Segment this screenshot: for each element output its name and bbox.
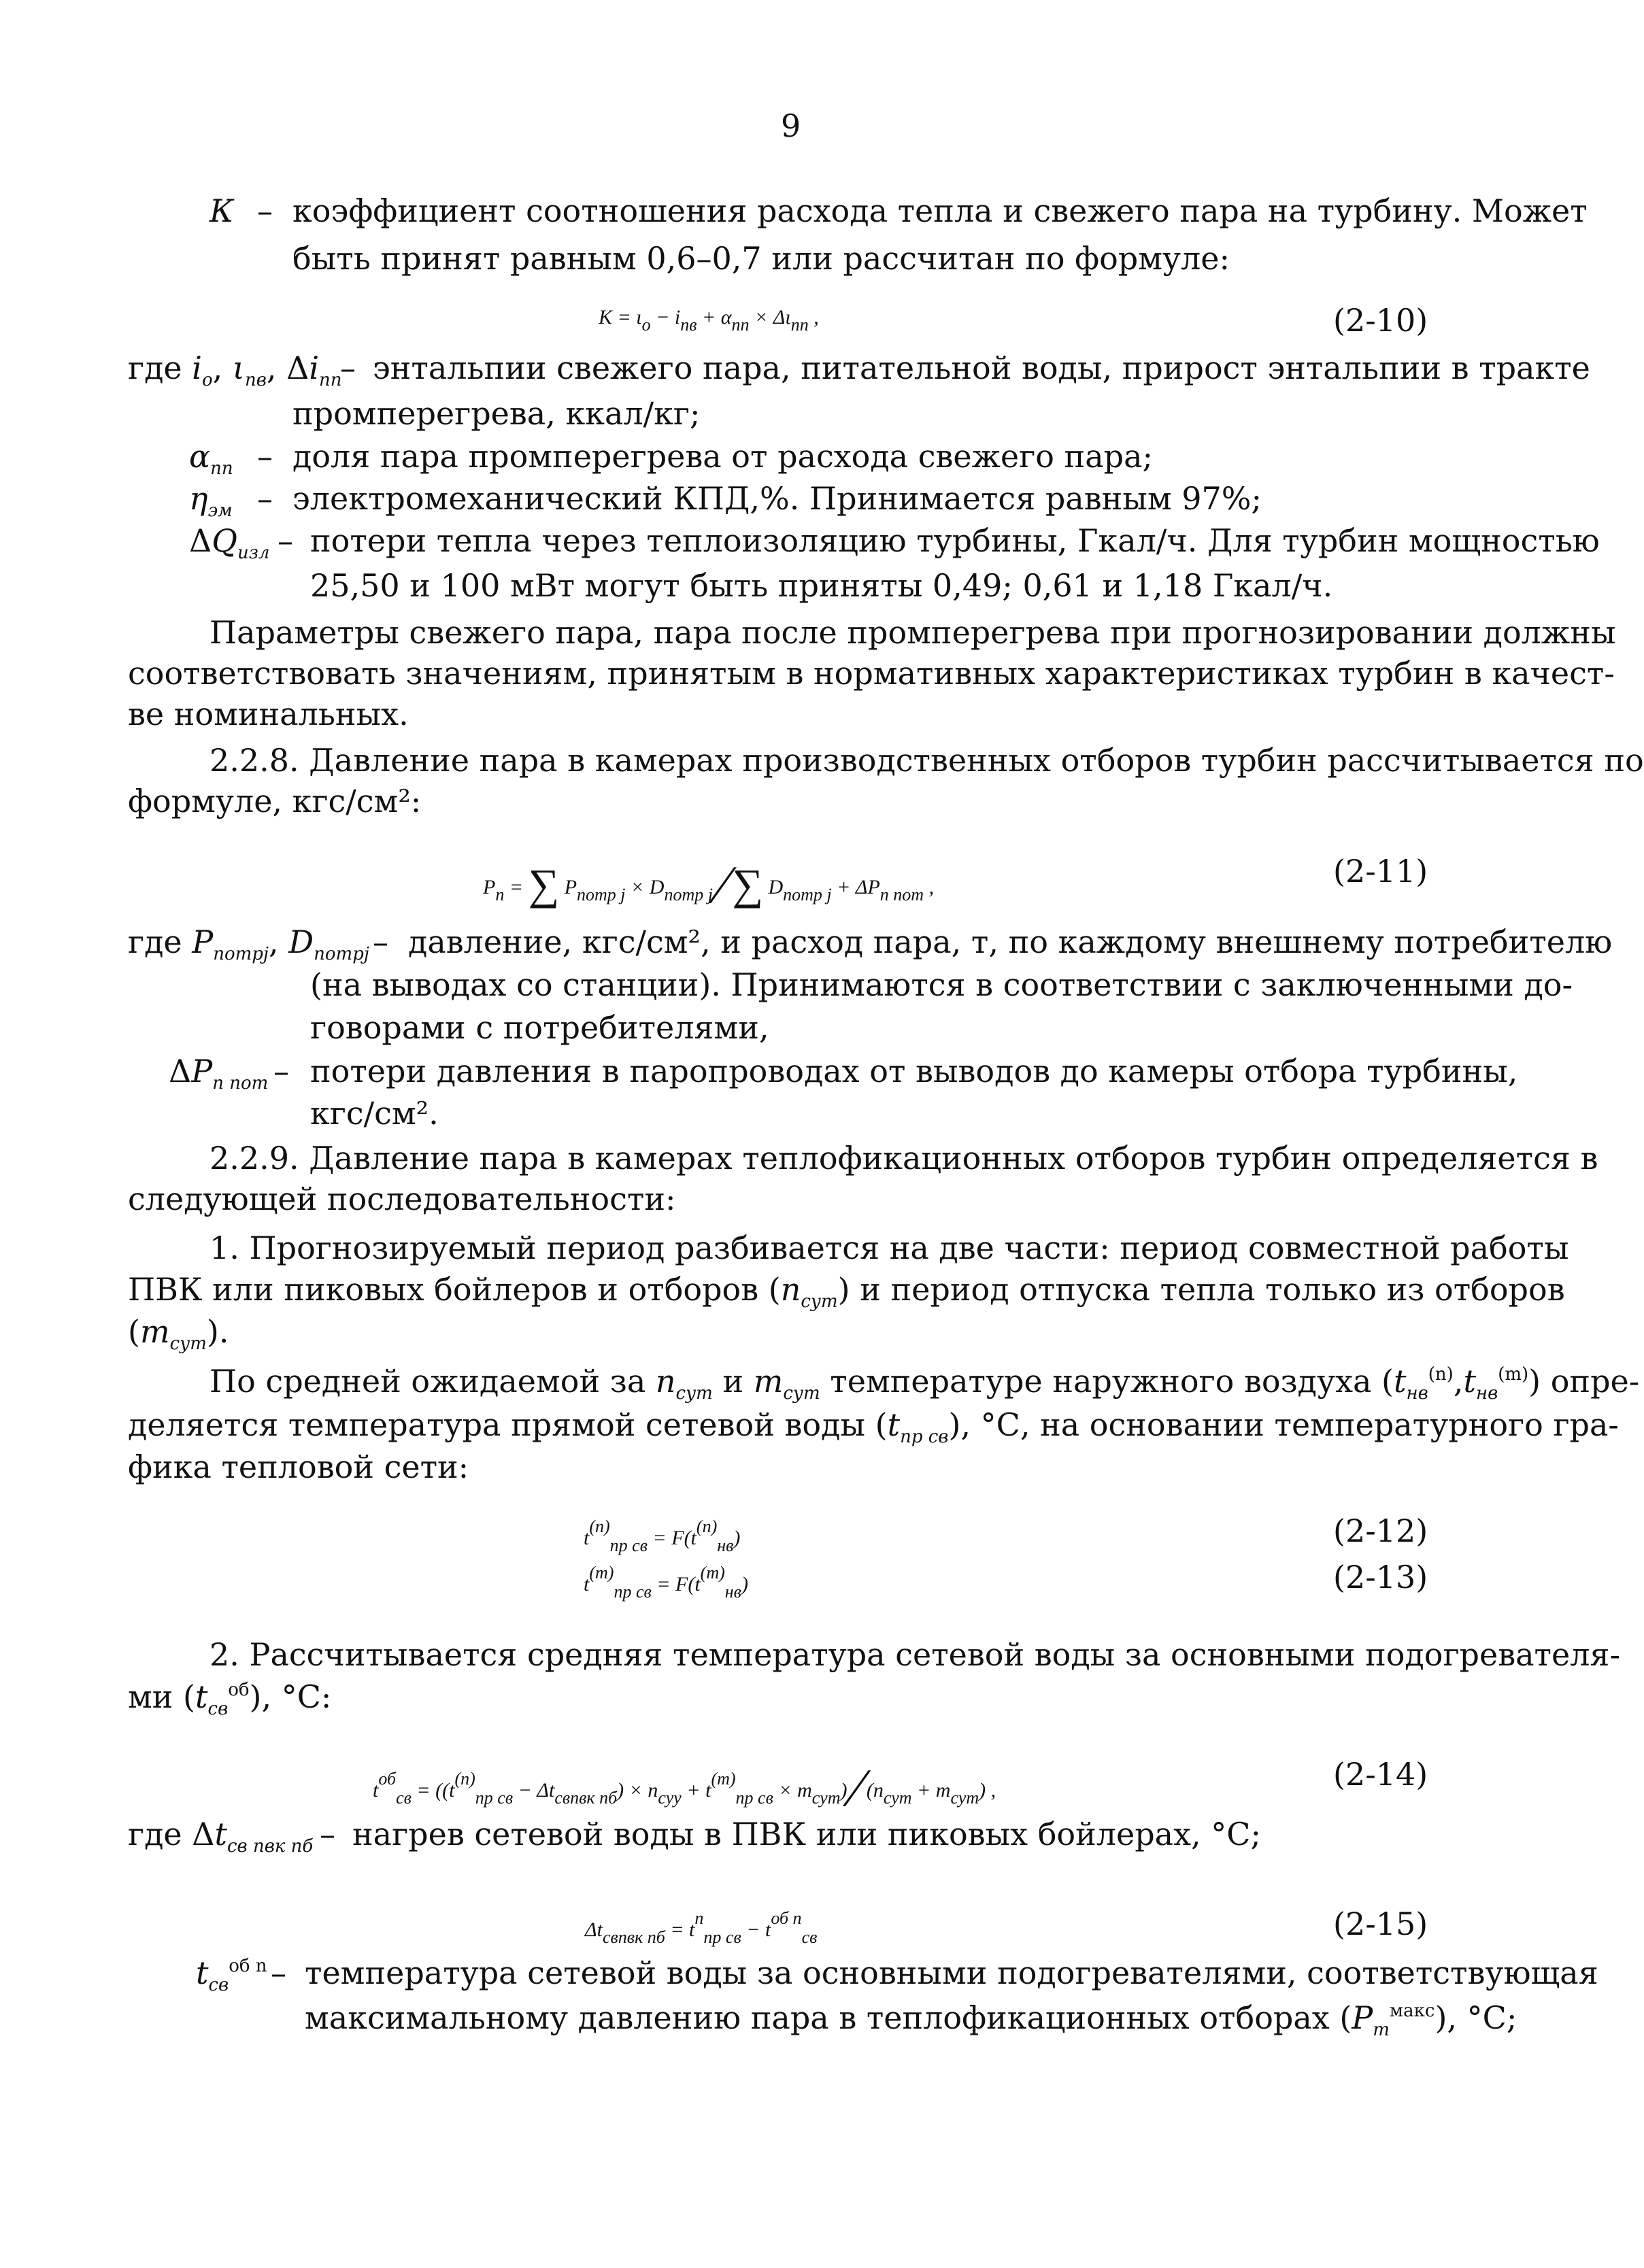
def-dq-dash: – xyxy=(278,522,293,559)
def-tsv-line2: максимальному давлению пара в теплофикационных отборах $(P_т^{макс})$, °С; xyxy=(305,1999,1517,2040)
equation-number-2-15: (2-15) xyxy=(1333,1906,1428,1942)
def-dq-line2: 25,50 и 100 мВт могут быть приняты 0,49; 0,61 и 1,18 Гкал/ч. xyxy=(310,567,1333,604)
def-eta-dash: – xyxy=(257,480,273,517)
def-enthalpy-line2: промперегрева, ккал/кг; xyxy=(292,395,701,432)
def-tsv-symbol: $t_{св}^{об n}$ xyxy=(196,1954,267,1995)
equation-2-15: Δtсвпвк пб = tnпр св − tоб nсв xyxy=(585,1908,818,1947)
def-tsv-dash: – xyxy=(271,1954,286,1991)
page-number: 9 xyxy=(781,107,801,144)
def-dt-line1: нагрев сетевой воды в ПВК или пиковых бойлерах, °С; xyxy=(352,1816,1261,1852)
def-dt-symbol: где $\Delta t_{св пвк пб}$ xyxy=(128,1816,314,1857)
para-avg-line1: По средней ожидаемой за $n_{сут}$ и $m_{сут}$ температуре наружного воздуха $(t_{нв}^{(n)},t_{нв}^{(m)})$ опре- xyxy=(209,1363,1640,1404)
para-params-line2: соответствовать значениям, принятым в нормативных характеристиках турбин в качест- xyxy=(128,655,1615,692)
equation-number-2-14: (2-14) xyxy=(1333,1756,1428,1793)
k-definition-line1: коэффициент соотношения расхода тепла и свежего пара на турбину. Может xyxy=(292,192,1588,229)
equation-number-2-12: (2-12) xyxy=(1333,1512,1428,1549)
def-enthalpy-line1: энтальпии свежего пара, питательной воды, прирост энтальпии в тракте xyxy=(373,350,1590,386)
def-pd-line1: давление, кгс/см², и расход пара, т, по каждому внешнему потребителю xyxy=(408,924,1613,960)
def-alpha-dash: – xyxy=(257,438,273,475)
def-pd-line3: говорами с потребителями, xyxy=(310,1009,769,1046)
para-avg-line3: фика тепловой сети: xyxy=(128,1449,469,1485)
para-params-line3: ве номинальных. xyxy=(128,696,409,732)
para-avg-line2: деляется температура прямой сетевой воды $(t_{пр св})$, °С, на основании температурного гра- xyxy=(128,1406,1619,1447)
def-pd-symbol: где $P_{потрj}$, $D_{потрj}$ xyxy=(128,924,369,964)
equation-number-2-10: (2-10) xyxy=(1333,302,1428,339)
k-dash: – xyxy=(257,192,273,229)
def-dp-dash: – xyxy=(273,1053,289,1089)
para-228-line1: 2.2.8. Давление пара в камерах производственных отборов турбин рассчитывается по xyxy=(209,742,1644,779)
equation-number-2-11: (2-11) xyxy=(1333,853,1428,890)
k-definition-line2: быть принят равным 0,6–0,7 или рассчитан по формуле: xyxy=(292,240,1230,277)
def-pd-dash: – xyxy=(373,924,388,960)
def-dt-dash: – xyxy=(320,1816,335,1852)
def-dp-symbol: $\Delta P_{п пот}$ xyxy=(169,1053,269,1094)
def-enthalpy-symbol: где $i_o$, $\iota_{пв}$, $\Delta i_{пп}$ xyxy=(128,350,342,390)
step2-line1: 2. Рассчитывается средняя температура сетевой воды за основными подогревателя- xyxy=(209,1636,1620,1673)
def-eta-symbol: $\eta_{эм}$ xyxy=(189,480,233,521)
step1-line3: $(m_{сут})$. xyxy=(128,1313,229,1354)
def-alpha-line1: доля пара промперегрева от расхода свежего пара; xyxy=(292,438,1153,475)
def-enthalpy-dash: – xyxy=(340,350,356,386)
step2-line2: ми $(t_{св}^{об})$, °С: xyxy=(128,1678,332,1719)
symbol-k: К xyxy=(209,192,234,229)
step1-line2: ПВК или пиковых бойлеров и отборов $(n_{сут})$ и период отпуска тепла только из отборов xyxy=(128,1271,1565,1312)
para-229-line1: 2.2.9. Давление пара в камерах теплофикационных отборов турбин определяется в xyxy=(209,1140,1598,1177)
equation-2-13: t(m)пр св = F(t(m)нв) xyxy=(584,1563,748,1602)
def-tsv-line1: температура сетевой воды за основными подогревателями, соответствующая xyxy=(305,1954,1598,1991)
para-228-line2: формуле, кгс/см²: xyxy=(128,783,422,819)
equation-number-2-13: (2-13) xyxy=(1333,1559,1428,1595)
def-pd-line2: (на выводах со станции). Принимаются в соответствии с заключенными до- xyxy=(310,966,1573,1003)
step1-line1: 1. Прогнозируемый период разбивается на две части: период совместной работы xyxy=(209,1230,1569,1266)
para-229-line2: следующей последовательности: xyxy=(128,1181,676,1217)
equation-2-11: Pп = ∑ Pпотр j × Dпотр j ⁄ ∑ Dпотр j + ΔPп пот , xyxy=(483,856,935,915)
def-dq-line1: потери тепла через теплоизоляцию турбины, Гкал/ч. Для турбин мощностью xyxy=(310,522,1600,559)
para-params-line1: Параметры свежего пара, пара после промперегрева при прогнозировании должны xyxy=(209,614,1616,651)
def-dq-symbol: $\Delta Q_{изл}$ xyxy=(189,522,270,563)
equation-2-14: tобсв = ((t(n)пр св − Δtсвпвк пб) × nсуу + t(m)пр св × mсут) ⁄ (nсут + mсут) , xyxy=(373,1759,996,1818)
equation-2-10: K = ιo − iпв + αпп × Διпп , xyxy=(599,306,819,335)
equation-2-12: t(n)пр св = F(t(n)нв) xyxy=(584,1517,741,1555)
def-alpha-symbol: $\alpha_{пп}$ xyxy=(189,438,233,479)
def-dp-line2: кгс/см². xyxy=(310,1095,439,1132)
def-dp-line1: потери давления в паропроводах от выводов до камеры отбора турбины, xyxy=(310,1053,1518,1089)
def-eta-line1: электромеханический КПД,%. Принимается равным 97%; xyxy=(292,480,1262,517)
